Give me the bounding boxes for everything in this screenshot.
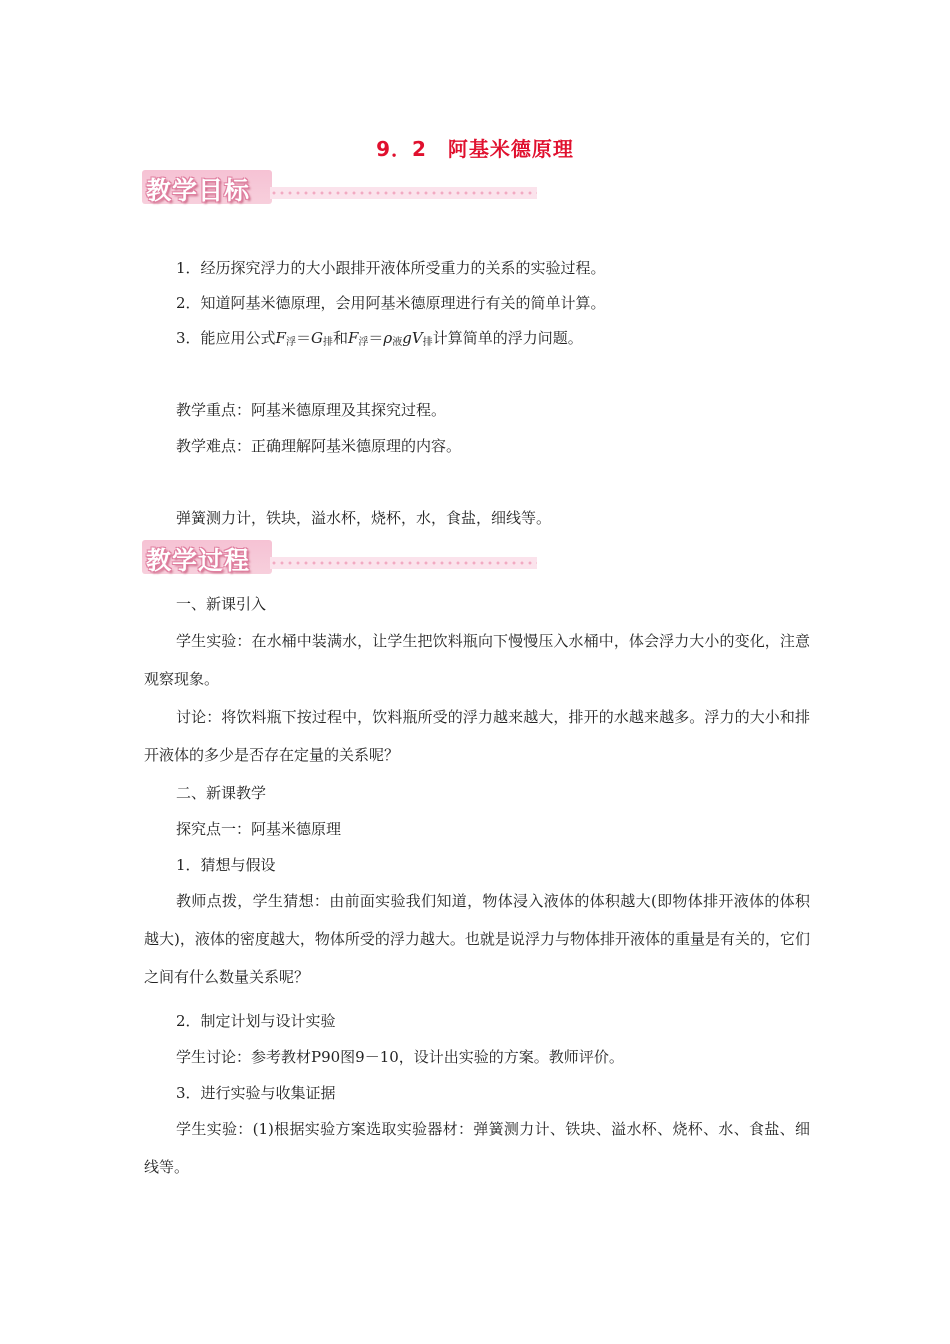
section-heading-process: 教学过程 [146, 546, 251, 575]
objective-2: 2．知道阿基米德原理，会用阿基米德原理进行有关的简单计算。 [176, 294, 606, 312]
formula-equals: ＝ [295, 329, 311, 347]
formula-f2-sub: 浮 [358, 337, 369, 348]
formula-and: 和 [332, 329, 348, 347]
heading-new-lesson: 二、新课教学 [176, 784, 267, 802]
heading-inquiry-point: 探究点一：阿基米德原理 [176, 820, 342, 838]
step-plan: 2．制定计划与设计实验 [176, 1012, 336, 1030]
formula-v: V [411, 329, 423, 347]
banner-dotted-line [270, 557, 537, 569]
banner-dotted-line [270, 187, 537, 199]
formula-rho-sub: 液 [392, 337, 403, 348]
section-banner-objectives [142, 170, 537, 206]
formula-g-lower: g [402, 329, 412, 347]
paragraph-experiment-steps: 学生实验：(1)根据实验方案选取实验器材：弹簧测力计、铁块、溢水杯、烧杯、水、食盐、细线等。 [144, 1120, 810, 1176]
objective-3-suffix: 计算简单的浮力问题。 [432, 329, 583, 347]
step-hypothesis: 1．猜想与假设 [176, 856, 276, 874]
difficulty: 教学难点：正确理解阿基米德原理的内容。 [176, 437, 462, 455]
formula-f: F [275, 329, 286, 347]
section-heading-objectives: 教学目标 [146, 176, 251, 205]
formula-v-sub: 排 [422, 337, 433, 348]
paragraph-hypothesis: 教师点拨，学生猜想：由前面实验我们知道，物体浸入液体的体积越大(即物体排开液体的体积越大)，液体的密度越大，物体所受的浮力越大。也就是说浮力与物体排开液体的重量是有关的，它们之间有什么数量关系呢？ [144, 892, 810, 986]
formula-f-sub: 浮 [285, 337, 296, 348]
formula-f2: F [347, 329, 359, 347]
paragraph-experiment: 学生实验：在水桶中装满水，让学生把饮料瓶向下慢慢压入水桶中，体会浮力大小的变化，注意观察现象。 [144, 632, 810, 688]
step-experiment: 3．进行实验与收集证据 [176, 1084, 336, 1102]
paragraph-discussion: 讨论：将饮料瓶下按过程中，饮料瓶所受的浮力越来越大，排开的水越来越多。浮力的大小和排开液体的多少是否存在定量的关系呢？ [144, 708, 810, 764]
formula-g: G [310, 329, 323, 347]
heading-intro: 一、新课引入 [176, 595, 267, 613]
formula-rho: ρ [383, 329, 393, 347]
paragraph-plan: 学生讨论：参考教材P90图9－10，设计出实验的方案。教师评价。 [176, 1048, 624, 1066]
materials: 弹簧测力计，铁块，溢水杯，烧杯，水，食盐，细线等。 [176, 509, 552, 527]
formula-g-sub: 排 [322, 337, 333, 348]
formula-equals-2: ＝ [368, 329, 384, 347]
key-point: 教学重点：阿基米德原理及其探究过程。 [176, 401, 447, 419]
objective-3-prefix: 3．能应用公式 [176, 329, 276, 347]
page-title: 9．2 阿基米德原理 [376, 137, 574, 161]
objective-1: 1．经历探究浮力的大小跟排开液体所受重力的关系的实验过程。 [176, 259, 606, 277]
objective-3 [176, 328, 583, 353]
section-banner-process [142, 540, 537, 576]
